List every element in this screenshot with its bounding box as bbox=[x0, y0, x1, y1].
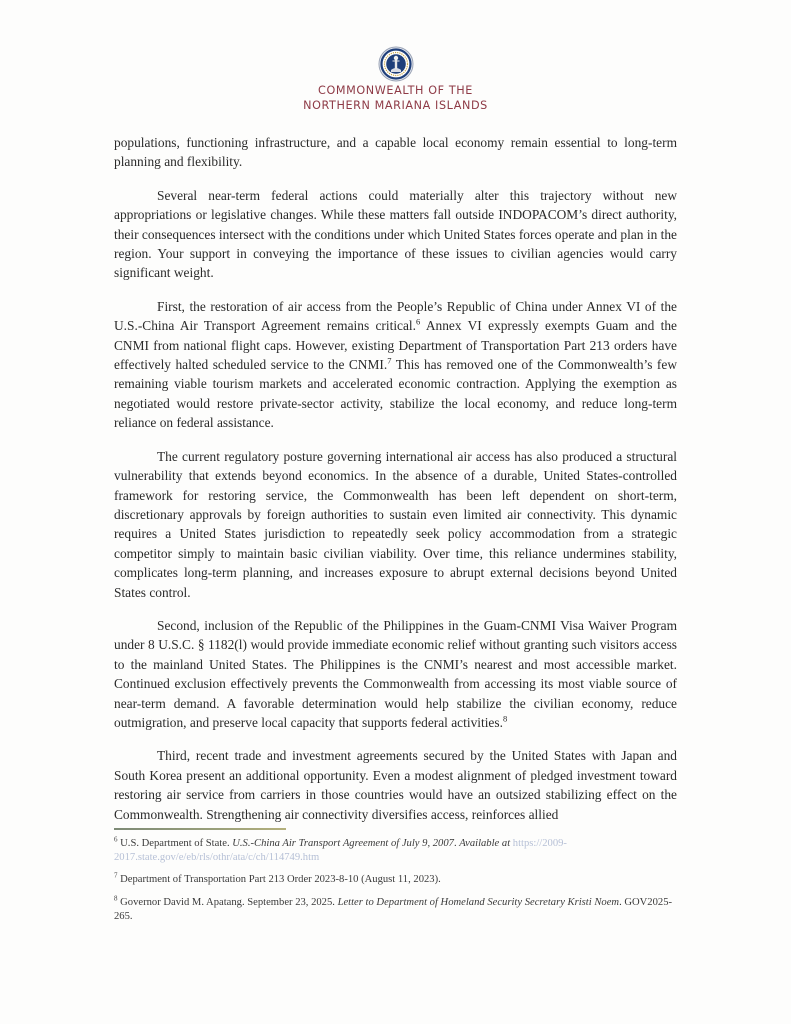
footnote-8 bbox=[114, 896, 677, 924]
footnote-link[interactable]: https://2009-2017.state.gov/e/eb/rls/othr/ata/c/ch/114749.htm bbox=[114, 838, 567, 864]
paragraph-near-term-actions: Several near-term federal actions could materially alter this trajectory without new appropriations or legislative changes. While these matters fall outside INDOPACOM’s direct authority, their consequences intersect with the conditions under which United States forces operate and plan in the region. Your support in conveying the importance of these issues to civilian agencies would carry significant weight. bbox=[114, 187, 677, 281]
footnote-available: Available at bbox=[459, 838, 511, 849]
paragraph-japan-korea: Third, recent trade and investment agreements secured by the United States with Japan and South Korea present an additional opportunity. Even a modest alignment of pledged investment toward restoring air service from carriers in those countries would have an outsized stabilizing effect on the Commonwealth. Strengthening air connectivity diversifies access, reinforces allied bbox=[114, 748, 677, 822]
footnote-title: U.S.-China Air Transport Agreement of July 9, 2007 bbox=[232, 838, 454, 849]
paragraph-text: Annex VI expressly exempts Guam and the CNMI from national flight caps. However, existing Department of Transportation Part 213 orders have effectively halted scheduled service to the CNMI. bbox=[114, 318, 677, 373]
footnote-divider bbox=[114, 828, 286, 830]
footnote-text: Department of Transportation Part 213 Order 2023-8-10 (August 11, 2023). bbox=[117, 874, 441, 886]
paragraph-philippines-visa-waiver bbox=[114, 616, 677, 732]
footnote-ref-6[interactable]: 6 bbox=[416, 316, 421, 327]
paragraph-text: This has removed one of the Commonwealth’s few remaining viable tourism markets and accelerated economic contraction. Applying the exemption as negotiated would restore private-sector activity, stabilize the local economy, and reduce long-term reliance on federal assistance. bbox=[114, 357, 678, 431]
footnote-7 bbox=[114, 873, 677, 887]
org-name-line2: NORTHERN MARIANA ISLANDS bbox=[303, 98, 488, 112]
footnote-number: 7 bbox=[114, 871, 118, 880]
footnote-6 bbox=[114, 837, 677, 865]
paragraph-continuation: populations, functioning infrastructure, and a capable local economy remain essential to long-term planning and flexibility. bbox=[114, 135, 677, 170]
footnote-ref-7[interactable]: 7 bbox=[387, 355, 392, 366]
paragraph-china-air-access bbox=[114, 297, 677, 433]
footnote-text: . GOV2025-265. bbox=[114, 896, 673, 922]
footnote-text: Governor David M. Apatang. September 23, 2025. bbox=[117, 896, 338, 908]
footnote-title: Letter to Department of Homeland Security Secretary Kristi Noem bbox=[337, 896, 620, 908]
footnotes bbox=[114, 837, 677, 932]
paragraph-text: First, the restoration of air access from the People’s Republic of China under Annex VI of the U.S.-China Air Transport Agreement remains critical. bbox=[114, 298, 677, 334]
footnote-number: 8 bbox=[114, 894, 118, 903]
cnmi-seal-icon bbox=[378, 46, 414, 82]
paragraph-regulatory-posture: The current regulatory posture governing international air access has also produced a structural vulnerability that extends beyond economics. In the absence of a durable, United States-controlled framework for restoring service, the Commonwealth has been left dependent on short-term, discretionary approvals by foreign authorities to sustain even limited air connectivity. This dynamic requires a United States jurisdiction to repeatedly seek policy accommodation from a strategic competitor simply to maintain basic civilian viability. Over time, this reliance undermines stability, complicates long-term planning, and increases exposure to abrupt external decisions beyond United States control. bbox=[114, 448, 677, 600]
footnote-ref-8[interactable]: 8 bbox=[502, 713, 508, 724]
letterhead bbox=[0, 46, 791, 111]
footnote-number: 6 bbox=[114, 835, 118, 844]
paragraph-text: Second, inclusion of the Republic of the Philippines in the Guam-CNMI Visa Waiver Program under 8 U.S.C. § 1182(l) would provide immediate economic relief without granting such visitors access to the mainland United States. The Philippines is the CNMI’s nearest and most accessible market. Continued exclusion effectively prevents the Commonwealth from accessing its most viable source of near-term demand. A favorable determination would help stabilize the civilian economy, reduce outmigration, and preserve local capacity that supports federal activities. bbox=[114, 617, 677, 730]
footnote-text: . bbox=[453, 838, 460, 849]
footnote-text: U.S. Department of State. bbox=[117, 838, 233, 849]
letter-body bbox=[114, 133, 677, 838]
org-name-line1: COMMONWEALTH OF THE bbox=[318, 84, 473, 97]
